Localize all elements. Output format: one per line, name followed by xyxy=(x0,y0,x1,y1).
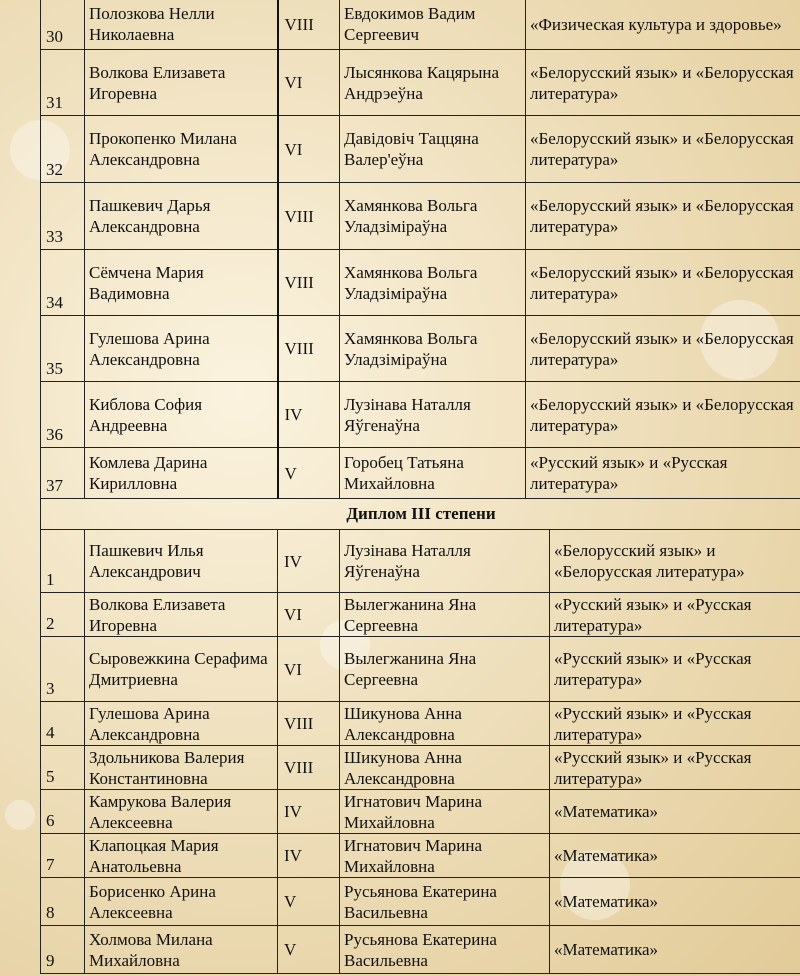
table-row xyxy=(41,702,800,746)
table-row xyxy=(41,878,800,926)
subject-cell: «Белорусский язык» и «Белорусская литература» xyxy=(526,250,800,316)
grade-cell: IV xyxy=(278,530,340,593)
table-row xyxy=(41,382,800,448)
row-number: 6 xyxy=(41,790,85,834)
section-heading-diploma-3: Диплом III степени xyxy=(40,499,800,530)
row-number: 9 xyxy=(41,926,85,974)
row-number: 7 xyxy=(41,834,85,878)
student-name: Здольникова Валерия Константиновна xyxy=(85,746,278,790)
grade-cell: VI xyxy=(278,637,340,702)
teacher-name: Хамянкова Вольга Уладзіміраўна xyxy=(340,316,526,382)
student-name: Киблова София Андреевна xyxy=(85,382,278,448)
grade-cell: IV xyxy=(278,834,340,878)
student-name: Пашкевич Дарья Александровна xyxy=(85,183,278,250)
teacher-name: Шикунова Анна Александровна xyxy=(340,746,550,790)
grade-cell: IV xyxy=(278,382,340,448)
subject-cell: «Русский язык» и «Русская литература» xyxy=(550,746,800,790)
grade-cell: V xyxy=(278,926,340,974)
table-row xyxy=(41,530,800,593)
row-number: 1 xyxy=(41,530,85,593)
student-name: Волкова Елизавета Игоревна xyxy=(85,50,278,116)
row-number: 2 xyxy=(41,593,85,637)
subject-cell: «Физическая культура и здоровье» xyxy=(526,0,800,50)
subject-cell: «Белорусский язык» и «Белорусская литература» xyxy=(526,116,800,183)
grade-cell: VIII xyxy=(278,316,340,382)
table-row xyxy=(41,746,800,790)
grade-cell: V xyxy=(278,878,340,926)
teacher-name: Лысянкова Кацярына Андрэеўна xyxy=(340,50,526,116)
student-name: Волкова Елизавета Игоревна xyxy=(85,593,278,637)
grade-cell: VIII xyxy=(278,0,340,50)
teacher-name: Давідовіч Таццяна Валер'еўна xyxy=(340,116,526,183)
student-name: Сыровежкина Серафима Дмитриевна xyxy=(85,637,278,702)
grade-cell: VIII xyxy=(278,250,340,316)
student-name: Клапоцкая Мария Анатольевна xyxy=(85,834,278,878)
teacher-name: Русьянова Екатерина Васильевна xyxy=(340,926,550,974)
teacher-name: Лузінава Наталля Яўгенаўна xyxy=(340,530,550,593)
subject-cell: «Белорусский язык» и «Белорусская литература» xyxy=(526,382,800,448)
subject-cell: «Белорусский язык» и «Белорусская литература» xyxy=(550,530,800,593)
subject-cell: «Русский язык» и «Русская литература» xyxy=(550,702,800,746)
student-name: Камрукова Валерия Алексеевна xyxy=(85,790,278,834)
teacher-name: Евдокимов Вадим Сергеевич xyxy=(340,0,526,50)
grade-cell: VIII xyxy=(278,746,340,790)
table-row xyxy=(41,637,800,702)
diploma-2-table xyxy=(40,0,800,499)
row-number: 3 xyxy=(41,637,85,702)
row-number: 36 xyxy=(41,382,85,448)
grade-cell: VI xyxy=(278,50,340,116)
teacher-name: Игнатович Марина Михайловна xyxy=(340,790,550,834)
table-row xyxy=(41,790,800,834)
teacher-name: Вылегжанина Яна Сергеевна xyxy=(340,637,550,702)
student-name: Холмова Милана Михайловна xyxy=(85,926,278,974)
student-name: Борисенко Арина Алексеевна xyxy=(85,878,278,926)
subject-cell: «Русский язык» и «Русская литература» xyxy=(550,637,800,702)
row-number: 33 xyxy=(41,183,85,250)
grade-cell: VIII xyxy=(278,702,340,746)
table-row xyxy=(41,926,800,974)
teacher-name: Русьянова Екатерина Васильевна xyxy=(340,878,550,926)
subject-cell: «Математика» xyxy=(550,926,800,974)
student-name: Сёмчена Мария Вадимовна xyxy=(85,250,278,316)
row-number: 8 xyxy=(41,878,85,926)
grade-cell: V xyxy=(278,448,340,499)
diploma-3-table xyxy=(40,529,800,974)
student-name: Пашкевич Илья Александрович xyxy=(85,530,278,593)
table-row xyxy=(41,448,800,499)
table-row xyxy=(41,183,800,250)
table-row xyxy=(41,0,800,50)
row-number: 32 xyxy=(41,116,85,183)
subject-cell: «Белорусский язык» и «Белорусская литература» xyxy=(526,183,800,250)
student-name: Гулешова Арина Александровна xyxy=(85,702,278,746)
student-name: Гулешова Арина Александровна xyxy=(85,316,278,382)
subject-cell: «Русский язык» и «Русская литература» xyxy=(550,593,800,637)
teacher-name: Игнатович Марина Михайловна xyxy=(340,834,550,878)
subject-cell: «Русский язык» и «Русская литература» xyxy=(526,448,800,499)
table-row xyxy=(41,250,800,316)
teacher-name: Хамянкова Вольга Уладзіміраўна xyxy=(340,183,526,250)
grade-cell: IV xyxy=(278,790,340,834)
row-number: 30 xyxy=(41,0,85,50)
grade-cell: VI xyxy=(278,593,340,637)
student-name: Полозкова Нелли Николаевна xyxy=(85,0,278,50)
row-number: 4 xyxy=(41,702,85,746)
teacher-name: Шикунова Анна Александровна xyxy=(340,702,550,746)
student-name: Комлева Дарина Кирилловна xyxy=(85,448,278,499)
row-number: 5 xyxy=(41,746,85,790)
subject-cell: «Математика» xyxy=(550,834,800,878)
table-row xyxy=(41,593,800,637)
row-number: 34 xyxy=(41,250,85,316)
table-row xyxy=(41,50,800,116)
subject-cell: «Математика» xyxy=(550,878,800,926)
grade-cell: VIII xyxy=(278,183,340,250)
teacher-name: Горобец Татьяна Михайловна xyxy=(340,448,526,499)
table-row xyxy=(41,116,800,183)
table-row xyxy=(41,316,800,382)
row-number: 31 xyxy=(41,50,85,116)
teacher-name: Вылегжанина Яна Сергеевна xyxy=(340,593,550,637)
subject-cell: «Белорусский язык» и «Белорусская литература» xyxy=(526,316,800,382)
table-row xyxy=(41,834,800,878)
row-number: 37 xyxy=(41,448,85,499)
subject-cell: «Белорусский язык» и «Белорусская литература» xyxy=(526,50,800,116)
teacher-name: Лузінава Наталля Яўгенаўна xyxy=(340,382,526,448)
grade-cell: VI xyxy=(278,116,340,183)
row-number: 35 xyxy=(41,316,85,382)
subject-cell: «Математика» xyxy=(550,790,800,834)
teacher-name: Хамянкова Вольга Уладзіміраўна xyxy=(340,250,526,316)
student-name: Прокопенко Милана Александровна xyxy=(85,116,278,183)
